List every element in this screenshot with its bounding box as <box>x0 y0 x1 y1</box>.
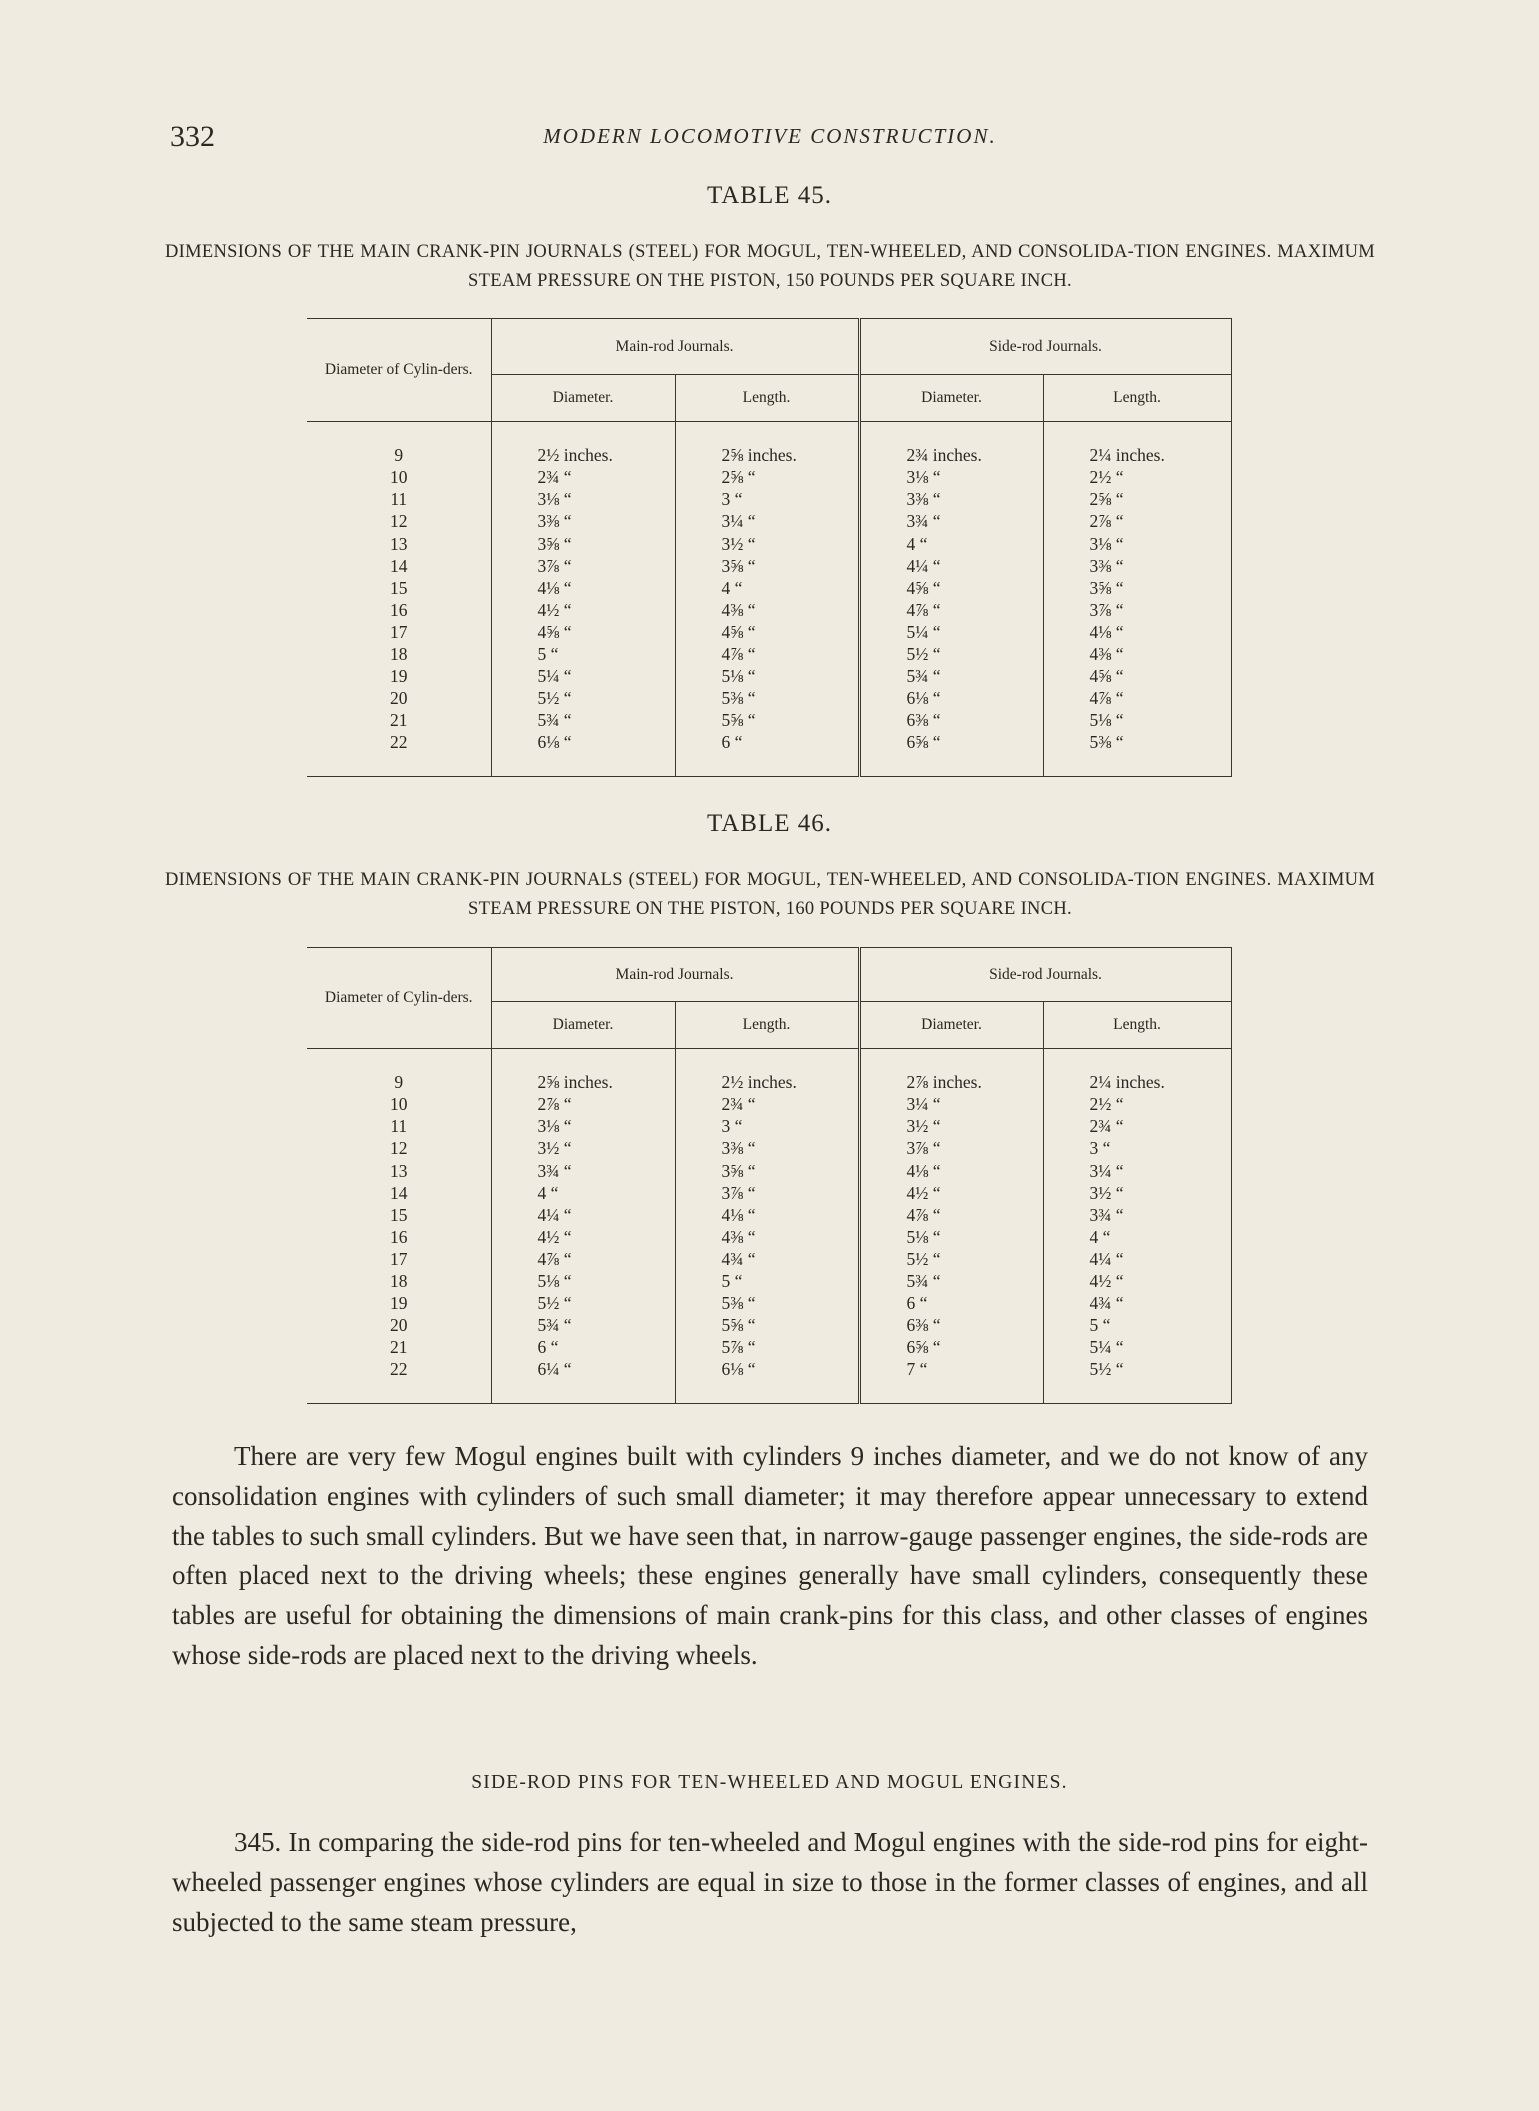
main-rod-diameter-cell: 5½ “ <box>491 687 675 709</box>
table-row <box>307 1314 1231 1336</box>
table-row <box>307 1292 1231 1314</box>
col-header-main-diameter: Diameter. <box>491 1002 675 1049</box>
main-rod-length-cell: 3⅞ “ <box>675 1182 859 1204</box>
cylinder-diameter-cell: 17 <box>390 1248 408 1269</box>
table-row <box>307 1248 1231 1270</box>
main-rod-length-cell: 4⅝ “ <box>675 621 859 643</box>
col-header-diameter-of-cylinders: Diameter of Cylin-ders. <box>307 948 491 1049</box>
cylinder-diameter-cell: 10 <box>390 1094 408 1115</box>
table-row <box>307 643 1231 665</box>
main-rod-diameter-cell: 4½ “ <box>491 1226 675 1248</box>
cylinder-diameter-cell: 11 <box>390 489 408 510</box>
side-rod-diameter-cell: 6⅜ “ <box>859 1314 1043 1336</box>
running-head <box>170 120 1370 154</box>
cylinder-diameter-cell: 21 <box>390 710 408 731</box>
main-rod-diameter-cell: 4 “ <box>491 1182 675 1204</box>
side-rod-length-cell: 4½ “ <box>1043 1270 1231 1292</box>
table-row <box>307 599 1231 621</box>
main-rod-length-cell: 3 “ <box>675 488 859 510</box>
main-rod-length-cell: 4⅛ “ <box>675 1204 859 1226</box>
main-rod-diameter-cell: 2½ inches. <box>491 444 675 466</box>
side-rod-diameter-cell: 4⅝ “ <box>859 577 1043 599</box>
main-rod-diameter-cell: 5⅛ “ <box>491 1270 675 1292</box>
main-rod-length-cell: 5⅝ “ <box>675 1314 859 1336</box>
cylinder-diameter-cell: 20 <box>390 688 408 709</box>
side-rod-diameter-cell: 6⅝ “ <box>859 731 1043 753</box>
col-header-side-length: Length. <box>1043 1002 1231 1049</box>
table-45-caption: DIMENSIONS OF THE MAIN CRANK-PIN JOURNALS (STEEL) FOR MOGUL, TEN-WHEELED, AND CONSOLIDA-TION ENGINES. MAXIMUM STEAM PRESSURE ON THE PISTON, 150 POUNDS PER SQUARE INCH. <box>165 242 1375 291</box>
side-rod-diameter-cell: 3½ “ <box>859 1115 1043 1137</box>
side-rod-diameter-cell: 4¼ “ <box>859 555 1043 577</box>
table-bottom-row <box>307 1380 1231 1403</box>
main-rod-length-cell: 2¾ “ <box>675 1093 859 1115</box>
cylinder-diameter-cell: 9 <box>394 1072 404 1093</box>
side-rod-length-cell: 2¼ inches. <box>1043 1071 1231 1093</box>
side-rod-length-cell: 2¼ inches. <box>1043 444 1231 466</box>
side-rod-length-cell: 4⅞ “ <box>1043 687 1231 709</box>
main-rod-length-cell: 3½ “ <box>675 532 859 554</box>
cylinder-diameter-cell: 12 <box>390 511 408 532</box>
col-header-side-diameter: Diameter. <box>859 1002 1043 1049</box>
table-row <box>307 1336 1231 1358</box>
side-rod-diameter-cell: 4½ “ <box>859 1182 1043 1204</box>
page-number: 332 <box>170 120 215 153</box>
main-rod-diameter-cell: 5¼ “ <box>491 665 675 687</box>
main-rod-length-cell: 2⅝ inches. <box>675 444 859 466</box>
main-rod-length-cell: 3⅝ “ <box>675 555 859 577</box>
table-row <box>307 1071 1231 1093</box>
side-rod-diameter-cell: 3¾ “ <box>859 510 1043 532</box>
side-rod-diameter-cell: 3¼ “ <box>859 1093 1043 1115</box>
side-rod-diameter-cell: 4⅛ “ <box>859 1159 1043 1181</box>
cylinder-diameter-cell: 14 <box>390 1182 408 1203</box>
main-rod-diameter-cell: 4⅞ “ <box>491 1248 675 1270</box>
main-rod-diameter-cell: 4¼ “ <box>491 1204 675 1226</box>
main-rod-length-cell: 3⅝ “ <box>675 1159 859 1181</box>
main-rod-length-cell: 4⅞ “ <box>675 643 859 665</box>
side-rod-length-cell: 5 “ <box>1043 1314 1231 1336</box>
table-row <box>307 1226 1231 1248</box>
side-rod-length-cell: 3½ “ <box>1043 1182 1231 1204</box>
main-rod-diameter-cell: 2¾ “ <box>491 466 675 488</box>
col-header-main-length: Length. <box>675 375 859 422</box>
cylinder-diameter-cell: 13 <box>390 1160 408 1181</box>
side-rod-length-cell: 2½ “ <box>1043 466 1231 488</box>
main-rod-length-cell: 5⅜ “ <box>675 687 859 709</box>
main-rod-length-cell: 3¼ “ <box>675 510 859 532</box>
col-header-main-rod: Main-rod Journals. <box>491 319 859 375</box>
side-rod-diameter-cell: 5½ “ <box>859 643 1043 665</box>
side-rod-length-cell: 2⅞ “ <box>1043 510 1231 532</box>
main-rod-length-cell: 5⅛ “ <box>675 665 859 687</box>
side-rod-diameter-cell: 2¾ inches. <box>859 444 1043 466</box>
cylinder-diameter-cell: 18 <box>390 643 408 664</box>
main-rod-length-cell: 5⅜ “ <box>675 1292 859 1314</box>
side-rod-diameter-cell: 3⅜ “ <box>859 488 1043 510</box>
table-row <box>307 1115 1231 1137</box>
main-rod-diameter-cell: 2⅞ “ <box>491 1093 675 1115</box>
cylinder-diameter-cell: 15 <box>390 577 408 598</box>
side-rod-diameter-cell: 5½ “ <box>859 1248 1043 1270</box>
section-heading: SIDE-ROD PINS FOR TEN-WHEELED AND MOGUL ENGINES. <box>471 1772 1068 1793</box>
main-rod-diameter-cell: 3⅝ “ <box>491 532 675 554</box>
main-rod-diameter-cell: 5½ “ <box>491 1292 675 1314</box>
cylinder-diameter-cell: 10 <box>390 467 408 488</box>
side-rod-length-cell: 5½ “ <box>1043 1358 1231 1380</box>
main-rod-diameter-cell: 4⅛ “ <box>491 577 675 599</box>
col-header-side-rod: Side-rod Journals. <box>859 948 1231 1002</box>
side-rod-diameter-cell: 5¾ “ <box>859 1270 1043 1292</box>
side-rod-diameter-cell: 3⅞ “ <box>859 1137 1043 1159</box>
side-rod-length-cell: 3¼ “ <box>1043 1159 1231 1181</box>
table-row <box>307 466 1231 488</box>
main-rod-diameter-cell: 6¼ “ <box>491 1358 675 1380</box>
side-rod-length-cell: 4¾ “ <box>1043 1292 1231 1314</box>
side-rod-length-cell: 5⅛ “ <box>1043 709 1231 731</box>
main-rod-diameter-cell: 6⅛ “ <box>491 731 675 753</box>
running-title: MODERN LOCOMOTIVE CONSTRUCTION. <box>543 124 997 148</box>
side-rod-length-cell: 3⅛ “ <box>1043 532 1231 554</box>
side-rod-length-cell: 4⅝ “ <box>1043 665 1231 687</box>
table-row <box>307 1358 1231 1380</box>
main-rod-diameter-cell: 3½ “ <box>491 1137 675 1159</box>
side-rod-diameter-cell: 5⅛ “ <box>859 1226 1043 1248</box>
main-rod-diameter-cell: 4½ “ <box>491 599 675 621</box>
main-rod-diameter-cell: 2⅝ inches. <box>491 1071 675 1093</box>
cylinder-diameter-cell: 11 <box>390 1116 408 1137</box>
main-rod-diameter-cell: 3⅛ “ <box>491 1115 675 1137</box>
main-rod-length-cell: 3 “ <box>675 1115 859 1137</box>
main-rod-length-cell: 4¾ “ <box>675 1248 859 1270</box>
main-rod-length-cell: 4⅜ “ <box>675 599 859 621</box>
cylinder-diameter-cell: 14 <box>390 555 408 576</box>
table-row <box>307 665 1231 687</box>
table-row <box>307 488 1231 510</box>
side-rod-diameter-cell: 6⅛ “ <box>859 687 1043 709</box>
col-header-side-length: Length. <box>1043 375 1231 422</box>
cylinder-diameter-cell: 12 <box>390 1138 408 1159</box>
table-row <box>307 1270 1231 1292</box>
table-row <box>307 577 1231 599</box>
side-rod-diameter-cell: 6⅜ “ <box>859 709 1043 731</box>
main-rod-diameter-cell: 3¾ “ <box>491 1159 675 1181</box>
side-rod-diameter-cell: 6 “ <box>859 1292 1043 1314</box>
side-rod-length-cell: 4⅜ “ <box>1043 643 1231 665</box>
col-header-side-rod: Side-rod Journals. <box>859 319 1231 375</box>
cylinder-diameter-cell: 18 <box>390 1270 408 1291</box>
table-row <box>307 1159 1231 1181</box>
col-header-main-length: Length. <box>675 1002 859 1049</box>
main-rod-diameter-cell: 3⅞ “ <box>491 555 675 577</box>
side-rod-length-cell: 5⅜ “ <box>1043 731 1231 753</box>
table-row <box>307 532 1231 554</box>
main-rod-diameter-cell: 3⅛ “ <box>491 488 675 510</box>
main-rod-length-cell: 5⅞ “ <box>675 1336 859 1358</box>
cylinder-diameter-cell: 16 <box>390 1226 408 1247</box>
side-rod-length-cell: 3⅝ “ <box>1043 577 1231 599</box>
main-rod-diameter-cell: 5 “ <box>491 643 675 665</box>
main-rod-length-cell: 4 “ <box>675 577 859 599</box>
cylinder-diameter-cell: 16 <box>390 599 408 620</box>
main-rod-diameter-cell: 3⅜ “ <box>491 510 675 532</box>
cylinder-diameter-cell: 21 <box>390 1337 408 1358</box>
cylinder-diameter-cell: 13 <box>390 533 408 554</box>
table-row <box>307 1137 1231 1159</box>
side-rod-length-cell: 3⅞ “ <box>1043 599 1231 621</box>
table-row <box>307 1182 1231 1204</box>
side-rod-length-cell: 2½ “ <box>1043 1093 1231 1115</box>
table-46-title: TABLE 46. <box>706 810 833 837</box>
cylinder-diameter-cell: 20 <box>390 1315 408 1336</box>
side-rod-diameter-cell: 7 “ <box>859 1358 1043 1380</box>
side-rod-length-cell: 5¼ “ <box>1043 1336 1231 1358</box>
table-row <box>307 1204 1231 1226</box>
side-rod-diameter-cell: 4⅞ “ <box>859 599 1043 621</box>
main-rod-length-cell: 5 “ <box>675 1270 859 1292</box>
side-rod-length-cell: 4 “ <box>1043 1226 1231 1248</box>
main-rod-length-cell: 2⅝ “ <box>675 466 859 488</box>
table-row <box>307 687 1231 709</box>
side-rod-diameter-cell: 5¾ “ <box>859 665 1043 687</box>
col-header-main-diameter: Diameter. <box>491 375 675 422</box>
side-rod-length-cell: 4¼ “ <box>1043 1248 1231 1270</box>
col-header-side-diameter: Diameter. <box>859 375 1043 422</box>
main-rod-length-cell: 6⅛ “ <box>675 1358 859 1380</box>
table-46-body <box>307 1049 1231 1404</box>
body-paragraph-345: 345. In comparing the side-rod pins for ten-wheeled and Mogul engines with the side-rod pins for eight-wheeled passenger engines whose cylinders are equal in size to those in the former classes of engines, and all subjected to the same steam pressure, <box>172 1827 1368 1937</box>
side-rod-length-cell: 3¾ “ <box>1043 1204 1231 1226</box>
col-header-diameter-of-cylinders: Diameter of Cylin-ders. <box>307 319 491 422</box>
table-45 <box>307 318 1232 777</box>
main-rod-length-cell: 5⅝ “ <box>675 709 859 731</box>
table-row <box>307 731 1231 753</box>
table-row <box>307 1093 1231 1115</box>
side-rod-length-cell: 2¾ “ <box>1043 1115 1231 1137</box>
main-rod-diameter-cell: 5¾ “ <box>491 1314 675 1336</box>
main-rod-length-cell: 2½ inches. <box>675 1071 859 1093</box>
col-header-main-rod: Main-rod Journals. <box>491 948 859 1002</box>
main-rod-diameter-cell: 4⅝ “ <box>491 621 675 643</box>
side-rod-diameter-cell: 4 “ <box>859 532 1043 554</box>
cylinder-diameter-cell: 19 <box>390 1293 408 1314</box>
cylinder-diameter-cell: 9 <box>394 445 404 466</box>
table-row <box>307 510 1231 532</box>
table-46 <box>307 947 1232 1404</box>
side-rod-diameter-cell: 3⅛ “ <box>859 466 1043 488</box>
cylinder-diameter-cell: 22 <box>390 732 408 753</box>
main-rod-length-cell: 4⅜ “ <box>675 1226 859 1248</box>
table-45-body <box>307 422 1231 777</box>
table-row <box>307 621 1231 643</box>
side-rod-diameter-cell: 2⅞ inches. <box>859 1071 1043 1093</box>
table-row <box>307 709 1231 731</box>
side-rod-length-cell: 3⅜ “ <box>1043 555 1231 577</box>
body-paragraph: There are very few Mogul engines built with cylinders 9 inches diameter, and we do not know of any consolidation engines with cylinders of such small diameter; it may therefore appear unnecessary to extend the tables to such small cylinders. But we have seen that, in narrow-gauge passenger engines, the side-rods are often placed next to the driving wheels; these engines generally have small cylinders, consequently these tables are useful for obtaining the dimensions of main crank-pins for this class, and other classes of engines whose side-rods are placed next to the driving wheels. <box>172 1441 1368 1670</box>
main-rod-length-cell: 6 “ <box>675 731 859 753</box>
cylinder-diameter-cell: 19 <box>390 666 408 687</box>
side-rod-diameter-cell: 5¼ “ <box>859 621 1043 643</box>
table-spacer-row <box>307 1049 1231 1072</box>
side-rod-length-cell: 3 “ <box>1043 1137 1231 1159</box>
table-row <box>307 555 1231 577</box>
cylinder-diameter-cell: 15 <box>390 1204 408 1225</box>
side-rod-diameter-cell: 4⅞ “ <box>859 1204 1043 1226</box>
main-rod-diameter-cell: 6 “ <box>491 1336 675 1358</box>
main-rod-diameter-cell: 5¾ “ <box>491 709 675 731</box>
main-rod-length-cell: 3⅜ “ <box>675 1137 859 1159</box>
table-bottom-row <box>307 753 1231 776</box>
cylinder-diameter-cell: 17 <box>390 621 408 642</box>
table-spacer-row <box>307 422 1231 445</box>
table-45-title: TABLE 45. <box>706 182 833 209</box>
side-rod-length-cell: 4⅛ “ <box>1043 621 1231 643</box>
cylinder-diameter-cell: 22 <box>390 1359 408 1380</box>
side-rod-length-cell: 2⅝ “ <box>1043 488 1231 510</box>
table-46-caption: DIMENSIONS OF THE MAIN CRANK-PIN JOURNALS (STEEL) FOR MOGUL, TEN-WHEELED, AND CONSOLIDA-TION ENGINES. MAXIMUM STEAM PRESSURE ON THE PISTON, 160 POUNDS PER SQUARE INCH. <box>165 870 1375 919</box>
table-row <box>307 444 1231 466</box>
side-rod-diameter-cell: 6⅝ “ <box>859 1336 1043 1358</box>
